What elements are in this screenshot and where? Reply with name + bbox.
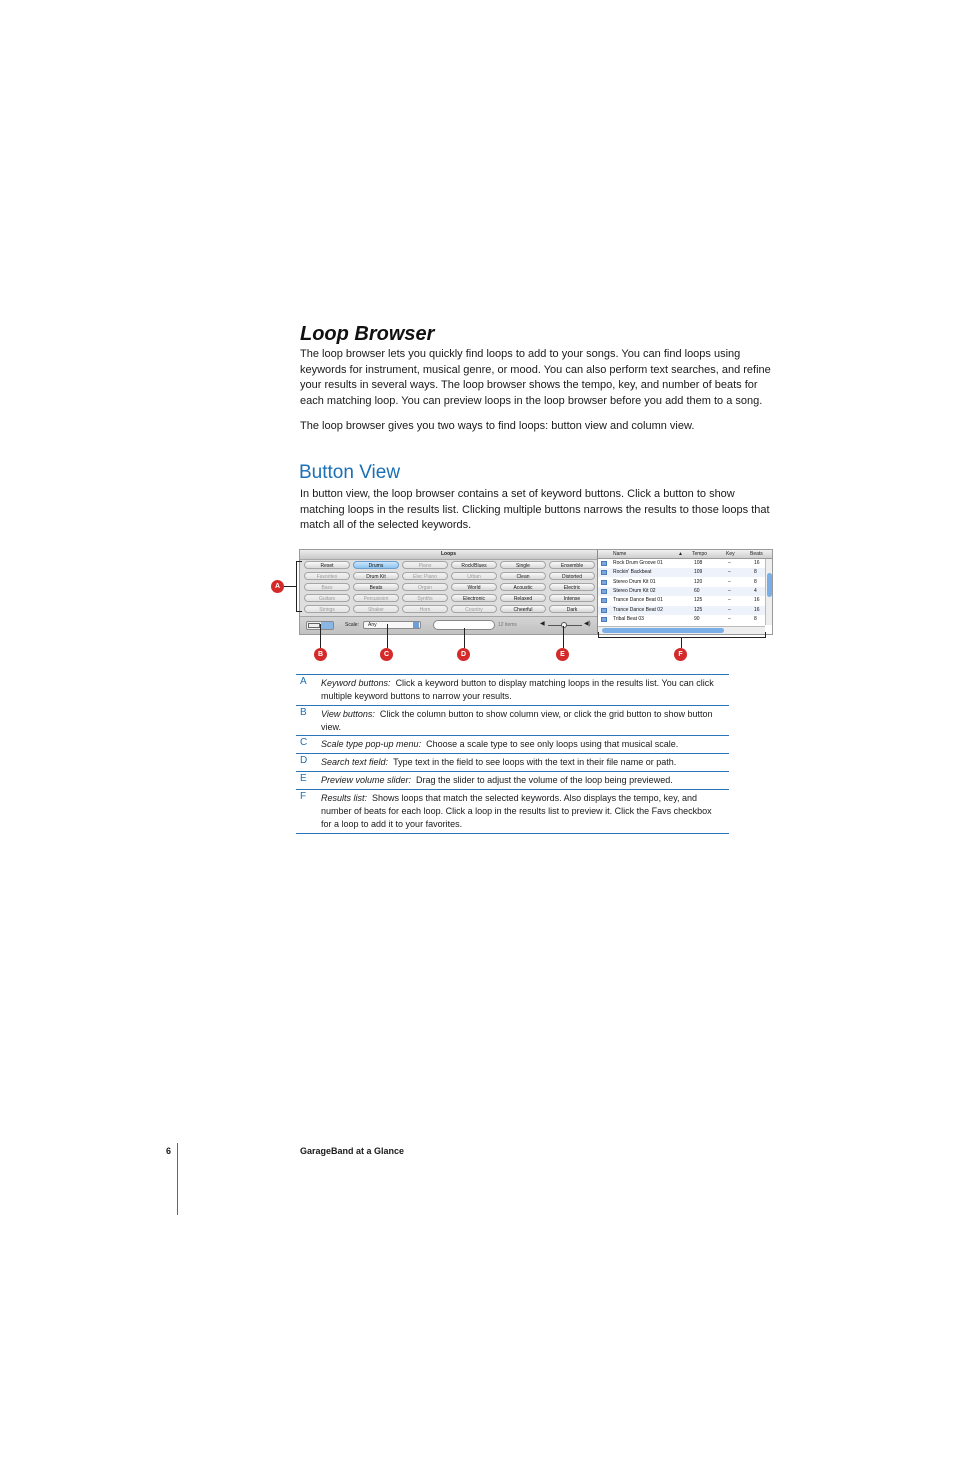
keyword-button[interactable]: Ensemble (549, 561, 595, 569)
keyword-button[interactable]: Cheerful (500, 605, 546, 613)
keyword-button[interactable]: World (451, 583, 497, 591)
header-key[interactable]: Key (726, 551, 735, 557)
sort-arrow-icon: ▲ (678, 551, 683, 557)
horizontal-scrollbar[interactable] (598, 626, 765, 634)
table-cell: 16 (754, 560, 760, 566)
legend-letter: C (300, 737, 308, 748)
table-cell: Stereo Drum Kit 01 (613, 578, 656, 585)
legend-term: View buttons: (321, 709, 375, 719)
callout-d-leader (464, 628, 465, 648)
loop-file-icon (601, 589, 607, 594)
legend-description (321, 792, 721, 831)
header-name[interactable]: Name (613, 551, 627, 557)
legend-term: Results list: (321, 793, 368, 803)
callout-e-leader (563, 626, 564, 648)
table-cell: – (728, 606, 731, 613)
keyword-button[interactable]: Shaker (353, 605, 399, 613)
keyword-button[interactable]: Elec Piano (402, 572, 448, 580)
keyword-button[interactable]: Rock/Blues (451, 561, 497, 569)
keyword-button[interactable]: Intense (549, 594, 595, 602)
keyword-button[interactable]: Favorites (304, 572, 350, 580)
table-cell: 8 (754, 578, 757, 585)
callout-a-badge: A (271, 580, 284, 593)
legend-letter: D (300, 755, 308, 766)
table-row[interactable] (598, 568, 765, 577)
section-title: Loop Browser (300, 323, 435, 345)
keyword-button[interactable]: Electronic (451, 594, 497, 602)
results-list (597, 550, 773, 634)
keyword-button[interactable]: Percussion (353, 594, 399, 602)
table-cell: – (728, 569, 731, 576)
callout-f-leader (681, 637, 682, 648)
footer-chapter: GarageBand at a Glance (300, 1146, 405, 1156)
table-cell: 4 (754, 587, 757, 594)
table-row[interactable] (598, 606, 765, 615)
keyword-button[interactable]: Synths (402, 594, 448, 602)
keyword-button[interactable]: Country (451, 605, 497, 613)
legend-text: Type text in the field to see loops with the text in their file name or path. (393, 757, 677, 767)
keyword-button[interactable]: Single (500, 561, 546, 569)
loop-browser-screenshot (299, 549, 773, 635)
table-cell: Trance Dance Beat 01 (613, 597, 663, 604)
table-cell: 90 (694, 615, 700, 622)
legend-text: Click a keyword button to display matching loops in the results list. You can click multiple keyword buttons to narrow your results. (321, 678, 714, 701)
callout-f-badge: F (674, 648, 687, 661)
legend-letter: F (300, 791, 307, 802)
scale-value: Any (368, 622, 377, 628)
table-row[interactable] (598, 596, 765, 605)
legend-row (296, 735, 729, 754)
keyword-button[interactable]: Clean (500, 572, 546, 580)
legend-description (321, 738, 721, 751)
loop-file-icon (601, 617, 607, 622)
page-number: 6 (166, 1146, 172, 1156)
volume-slider-thumb[interactable] (561, 622, 567, 628)
keyword-button[interactable]: Beats (353, 583, 399, 591)
callout-f-bracket (598, 637, 766, 638)
callout-f-bracket-right (765, 632, 766, 638)
keyword-button[interactable]: Dark (549, 605, 595, 613)
keyword-button[interactable]: Reset (304, 561, 350, 569)
table-row[interactable] (598, 559, 765, 568)
table-cell: Rock Drum Groove 01 (613, 560, 663, 566)
table-cell: 125 (694, 606, 703, 613)
legend-row (296, 753, 729, 772)
subsection-title: Button View (299, 462, 401, 483)
keyword-button[interactable]: Acoustic (500, 583, 546, 591)
legend-letter: B (300, 707, 307, 718)
callout-a-bracket-bottom (296, 611, 302, 612)
table-cell: 120 (694, 578, 703, 585)
browser-bottom-bar (300, 616, 597, 635)
legend-row (296, 771, 729, 790)
table-row[interactable] (598, 578, 765, 587)
table-cell: – (728, 560, 731, 566)
loop-file-icon (601, 561, 607, 566)
callout-a-bracket (296, 561, 297, 612)
callout-d-badge: D (457, 648, 470, 661)
table-row[interactable] (598, 615, 765, 624)
legend-term: Scale type pop-up menu: (321, 739, 422, 749)
legend-term: Preview volume slider: (321, 775, 412, 785)
callout-b-leader (320, 624, 321, 648)
table-cell: 8 (754, 569, 757, 576)
callout-a-bracket-top (296, 561, 302, 562)
legend-description (321, 756, 721, 769)
loops-panel-title: Loops (300, 550, 597, 560)
vertical-scroll-thumb[interactable] (767, 573, 772, 597)
keyword-button[interactable]: Strings (304, 605, 350, 613)
legend-description (321, 708, 721, 734)
callout-b-badge: B (314, 648, 327, 661)
table-cell: 108 (694, 560, 703, 566)
horizontal-scroll-thumb[interactable] (602, 628, 724, 633)
legend-text: Drag the slider to adjust the volume of the loop being previewed. (416, 775, 673, 785)
table-row[interactable] (598, 587, 765, 596)
legend-text: Shows loops that match the selected keywords. Also displays the tempo, key, and number of beats for each loop. Click a loop in the results list to preview it. Click the Favs checkbox for a loop to add it to your favorites. (321, 793, 712, 829)
keyword-button[interactable]: Horn (402, 605, 448, 613)
keyword-button[interactable]: Distorted (549, 572, 595, 580)
table-cell: – (728, 615, 731, 622)
intro-paragraph-1: The loop browser lets you quickly find loops to add to your songs. You can find loops using keywords for instrument, musical genre, or mood. You can also perform text searches, and refine your results in several ways. The loop browser shows the tempo, key, and number of beats for each matching loop. You can preview loops in the loop browser before you add them to a song. (300, 348, 771, 407)
keyword-button[interactable]: Relaxed (500, 594, 546, 602)
intro-paragraph-2: The loop browser gives you two ways to find loops: button view and column view. (300, 420, 695, 432)
callout-c-leader (387, 624, 388, 648)
header-tempo[interactable]: Tempo (692, 551, 708, 557)
table-cell: Stereo Drum Kit 02 (613, 587, 656, 594)
callout-f-bracket-left (598, 632, 599, 638)
keyword-button[interactable]: Drum Kit (353, 572, 399, 580)
legend-term: Search text field: (321, 757, 389, 767)
table-cell: – (728, 597, 731, 604)
footer-rule (177, 1143, 178, 1215)
legend-description (321, 677, 721, 703)
table-cell: 109 (694, 569, 703, 576)
legend-bottom-rule (296, 833, 729, 834)
table-cell: Trance Dance Beat 02 (613, 606, 663, 613)
table-cell: Rockin' Backbeat (613, 569, 652, 576)
callout-c-badge: C (380, 648, 393, 661)
popup-arrows-icon (413, 622, 419, 628)
callout-a-leader (284, 586, 296, 587)
legend-row (296, 789, 729, 834)
table-cell: 125 (694, 597, 703, 604)
volume-high-icon: ◀) (584, 621, 591, 627)
keyword-button[interactable]: Organ (402, 583, 448, 591)
legend-letter: A (300, 676, 307, 687)
grid-view-icon[interactable] (321, 622, 333, 629)
table-cell: 16 (754, 606, 760, 613)
loop-file-icon (601, 608, 607, 613)
legend-term: Keyword buttons: (321, 678, 391, 688)
scale-popup[interactable] (363, 621, 421, 629)
keyword-button[interactable]: Piano (402, 561, 448, 569)
table-cell: – (728, 587, 731, 594)
items-count: 12 items (498, 622, 517, 628)
vertical-scrollbar[interactable] (765, 559, 773, 625)
table-cell: 16 (754, 597, 760, 604)
legend-row (296, 674, 729, 706)
table-cell: – (728, 578, 731, 585)
loop-file-icon (601, 570, 607, 575)
legend-description (321, 774, 721, 787)
column-view-icon[interactable] (308, 623, 320, 628)
volume-low-icon: ◀ (540, 621, 545, 627)
scale-label: Scale: (345, 622, 359, 628)
legend-row (296, 705, 729, 736)
legend-text: Choose a scale type to see only loops using that musical scale. (426, 739, 679, 749)
keyword-panel (300, 550, 597, 634)
table-cell: Tribal Beat 03 (613, 615, 644, 622)
header-beats[interactable]: Beats (750, 551, 763, 557)
keyword-button[interactable]: Drums (353, 561, 399, 569)
loop-file-icon (601, 598, 607, 603)
loop-file-icon (601, 580, 607, 585)
keyword-button[interactable]: Electric (549, 583, 595, 591)
keyword-button[interactable]: Urban (451, 572, 497, 580)
legend-text: Click the column button to show column view, or click the grid button to show button view. (321, 709, 713, 732)
legend-letter: E (300, 773, 307, 784)
callout-e-badge: E (556, 648, 569, 661)
table-cell: 60 (694, 587, 700, 594)
table-cell: 8 (754, 615, 757, 622)
keyword-button[interactable]: Bass (304, 583, 350, 591)
subsection-paragraph: In button view, the loop browser contains a set of keyword buttons. Click a button to show matching loops in the results list. Clicking multiple buttons narrows the results to those loops that match all of the selected keywords. (300, 488, 770, 531)
keyword-button[interactable]: Guitars (304, 594, 350, 602)
results-header (598, 550, 773, 559)
